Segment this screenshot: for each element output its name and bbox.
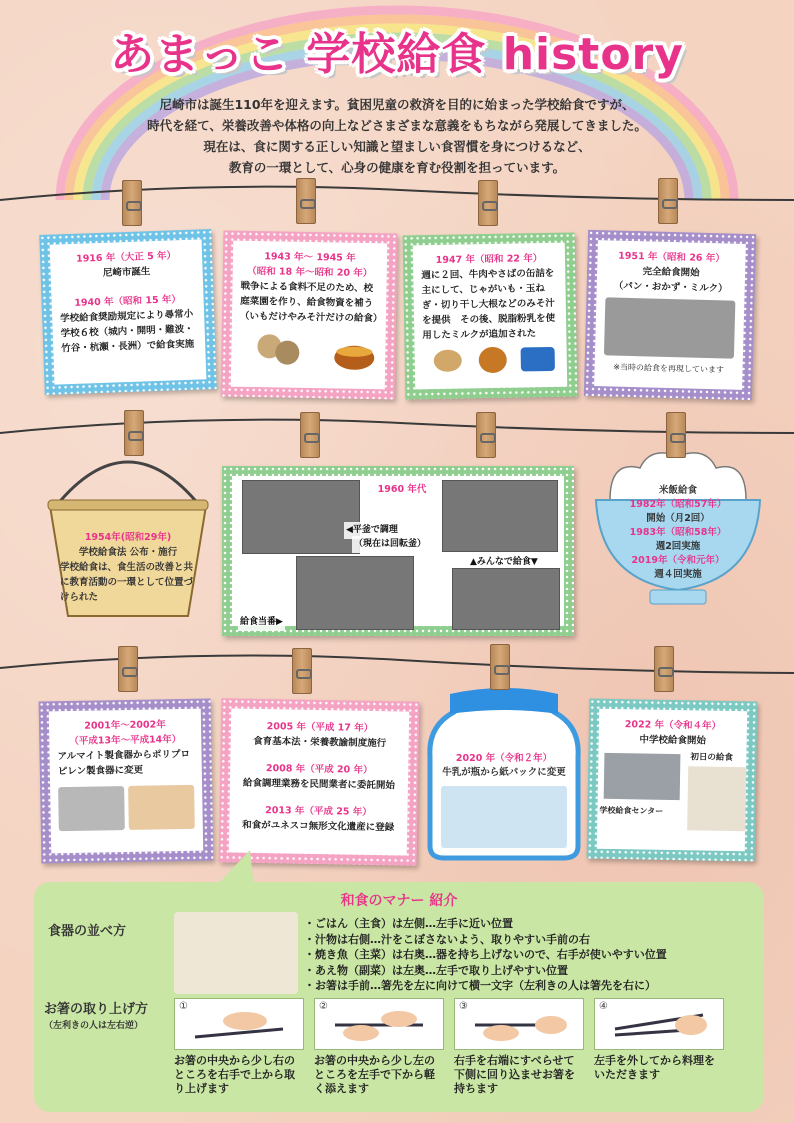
section-note: （左利きの人は左右逆） (44, 1021, 144, 1031)
clothespin-icon (654, 646, 674, 692)
step-number: ④ (599, 1001, 608, 1012)
year-label: 2013 年（平成 25 年） (265, 805, 372, 818)
event-text: 週４回実施 (654, 569, 702, 580)
intro-line: 尼崎市は誕生110年を迎えます。貧困児童の救済を目的に始まった学校給食ですが、 (159, 97, 635, 112)
step-number: ① (179, 1001, 188, 1012)
milk-photo (441, 786, 567, 848)
rule-list (304, 916, 667, 994)
photo-caption: 初日の給食 (690, 752, 733, 764)
manners-panel (34, 882, 764, 1112)
step-box (594, 998, 724, 1050)
photo-caption: ◀平釜で調理 (344, 522, 400, 539)
table-setting-photo (174, 912, 298, 994)
event-text: （パン・おかず・ミルク） (613, 280, 728, 295)
year-label: 1954年(昭和29年) (84, 532, 172, 543)
year-label: （昭和 18 年～昭和 20 年） (247, 265, 373, 280)
photo-caption: 学校給食センター (599, 805, 664, 816)
step-text: お箸の中央から少し右のところを右手で上から取り上げます (174, 1054, 295, 1095)
event-text: 牛乳が瓶から紙パックに変更 (442, 767, 566, 778)
year-label: 1983年（昭和58年） (629, 527, 727, 538)
card-2020 (434, 752, 574, 848)
clothespin-icon (490, 644, 510, 690)
clothespin-icon (124, 410, 144, 456)
event-text: 完全給食開始 (642, 266, 700, 279)
year-label: 1943 年～ 1945 年 (264, 251, 356, 264)
chopsticks-icon (455, 999, 583, 1049)
intro-line: 教育の一環として、心身の健康を育む役割を担っています。 (228, 160, 566, 175)
clothespin-icon (478, 180, 498, 226)
step-box (454, 998, 584, 1050)
year-label: 1947 年（昭和 22 年） (435, 253, 543, 266)
year-label: 1916 年（大正 5 年） (75, 250, 177, 265)
year-label: 2022 年（令和４年） (624, 719, 722, 732)
note-text: ※当時の給食を再現しています (613, 362, 725, 375)
card-2022 (587, 699, 758, 862)
chopsticks-icon (315, 999, 443, 1049)
ingredients-illustration (422, 341, 563, 375)
chopsticks-icon (175, 999, 303, 1049)
meal-photo (687, 766, 746, 831)
step-text: 右手を右端にすべらせて下側に回り込ませお箸を持ちます (454, 1054, 575, 1095)
step-text: お箸の中央から少し左のところを左手で下から軽く添えます (314, 1054, 435, 1095)
event-text: 学校給食は、食生活の改善と共に教育活動の一環として位置づけられた (60, 562, 194, 603)
event-text: 開始（月2回） (646, 513, 710, 524)
clothespin-icon (296, 178, 316, 224)
serving-photo (296, 556, 414, 630)
card-1951 (584, 230, 756, 400)
card-1947 (403, 233, 578, 400)
center-photo (604, 753, 681, 800)
event-text: 和食がユネスコ無形文化遺産に登録 (242, 819, 395, 834)
step-number: ③ (459, 1001, 468, 1012)
year-label: 2008 年（平成 20 年） (265, 763, 373, 776)
year-label: 2005 年（平成 17 年） (266, 721, 374, 734)
page-title: あまっこ 学校給食 history (110, 29, 684, 80)
card-1916 (39, 229, 216, 395)
section-label: お箸の取り上げ方 (44, 1002, 149, 1017)
rule-item: ・汁物は右側…汁をこぼさないよう、取りやすい手前の右 (304, 932, 590, 946)
step-number: ② (319, 1001, 328, 1012)
intro-line: 時代を経て、栄養改善や体格の向上などさまざまな意義をもちながら発展してきました。 (147, 118, 647, 133)
aluminum-dishes-photo (58, 786, 125, 831)
event-text: 週に２回、牛肉やさばの缶詰を主にして、じゃがいも・玉ねぎ・切り干し大根などのみそ汁を提供 その後、脱脂粉乳を使用したミルクが追加された (421, 267, 556, 342)
manners-title: 和食のマナー 紹介 (340, 893, 458, 909)
event-text: 食育基本法・栄養教諭制度施行 (253, 735, 387, 750)
year-label: （平成13年～平成14年） (69, 734, 182, 747)
year-label: 1960 年代 (377, 484, 427, 495)
class-photo (442, 480, 558, 552)
card-2001 (39, 699, 214, 864)
step-text: 左手を外してから料理をいただきます (594, 1054, 715, 1081)
card-1943 (221, 230, 398, 399)
card-2005 (219, 698, 420, 865)
cooking-photo (242, 480, 360, 554)
rule-item: ・焼き魚（主菜）は右奥…器を持ち上げないので、右手が使いやすい位置 (304, 948, 667, 961)
event-text: アルマイト製食器からポリプロピレン製食器に変更 (57, 748, 191, 778)
step-box (174, 998, 304, 1050)
event-text: 給食調理業務を民間業者に委託開始 (242, 777, 396, 792)
meal-photo (604, 297, 735, 358)
year-label: 1982年（昭和57年） (629, 499, 727, 510)
plastic-dishes-photo (128, 785, 195, 830)
card-1982 (606, 484, 750, 582)
clothespin-icon (292, 648, 312, 694)
year-label: 2020 年（令和２年） (455, 753, 553, 764)
card-1954 (60, 530, 196, 605)
clothespin-icon (118, 646, 138, 692)
year-label: 2019年（令和元年） (631, 555, 725, 566)
photo-caption: 給食当番▶ (238, 614, 285, 631)
clothespin-icon (122, 180, 142, 226)
photo-caption: （現在は回転釜） (352, 536, 428, 553)
event-text: 学校給食奨励規定により尋常小学校６校（城内・開明・難波・竹谷・杭瀬・長洲）で給食実施 (60, 308, 195, 355)
eating-photo (452, 568, 560, 630)
year-label: 2001年～2002年 (84, 719, 166, 732)
chopsticks-icon (595, 999, 723, 1049)
clothespin-icon (300, 412, 320, 458)
rule-item: ・あえ物（副菜）は左奥…左手で取り上げやすい位置 (304, 963, 568, 977)
intro-text (60, 94, 734, 178)
photo-caption: ▲みんなで給食▼ (468, 554, 540, 571)
clothespin-icon (666, 412, 686, 458)
clothespin-icon (476, 412, 496, 458)
clothespin-icon (658, 178, 678, 224)
event-text: 中学校給食開始 (639, 734, 707, 747)
year-label: 1940 年（昭和 15 年） (74, 294, 182, 309)
event-text: 戦争による食料不足のため、校庭菜園を作り、給食物資を補う（いもだけやみそ汁だけの給食） (239, 280, 383, 325)
event-text: 学校給食法 公布・施行 (78, 547, 178, 558)
section-label: 食器の並べ方 (48, 924, 127, 939)
event-text: 米飯給食 (658, 485, 697, 496)
intro-line: 現在は、食に関する正しい知識と望ましい食習慣を身につけるなど、 (203, 139, 591, 154)
card-1960 (222, 466, 574, 636)
event-text: 尼崎市誕生 (102, 266, 151, 279)
rule-item: ・ごはん（主食）は左側…左手に近い位置 (304, 917, 513, 930)
year-label: 1951 年（昭和 26 年） (618, 250, 725, 265)
rule-item: ・お箸は手前…箸先を左に向けて横一文字（左利きの人は箸先を右に） (304, 979, 656, 992)
step-box (314, 998, 444, 1050)
event-text: 週2回実施 (655, 541, 701, 552)
children-bowl-illustration (239, 324, 380, 376)
